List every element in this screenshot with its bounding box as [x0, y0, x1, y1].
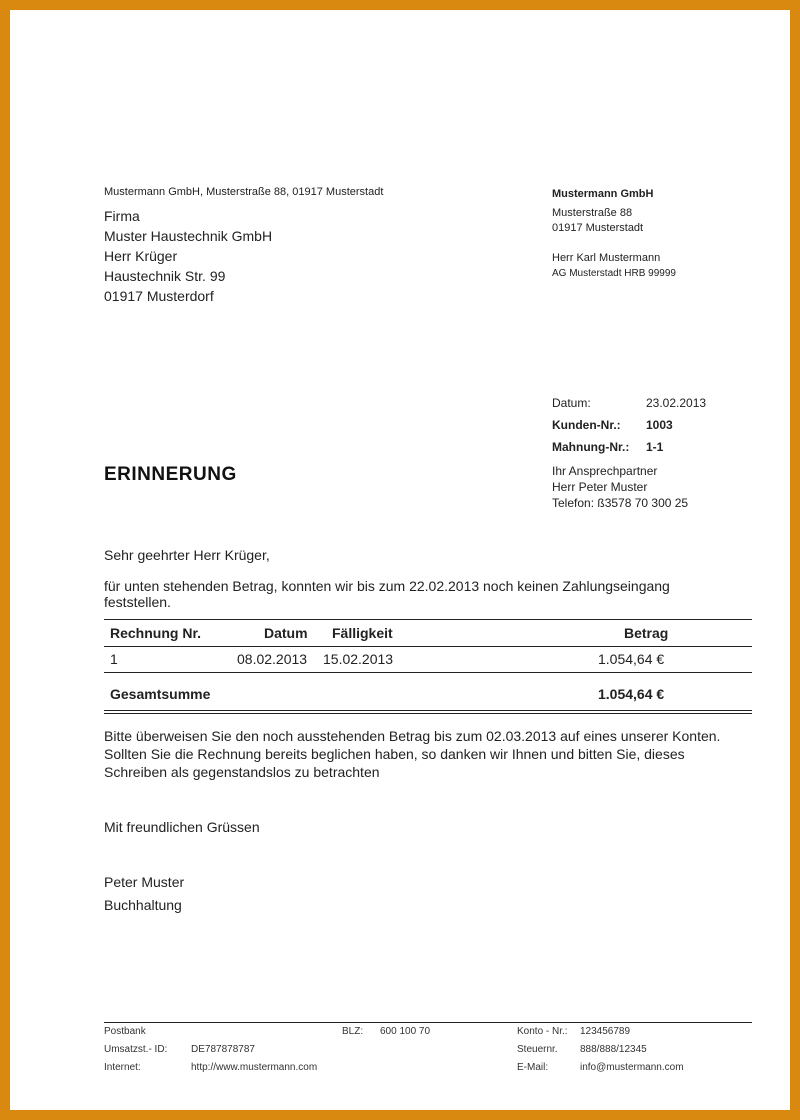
footer-email-label: E-Mail: [517, 1062, 549, 1073]
salutation: Sehr geehrter Herr Krüger, [104, 547, 270, 563]
recipient-line: 01917 Musterdorf [104, 288, 214, 304]
customer-number-label: Kunden-Nr.: [552, 418, 621, 432]
footer-blz-value: 600 100 70 [380, 1026, 431, 1037]
cell-invoice: 1 [110, 651, 118, 667]
footer-account-label: Konto - Nr.: [517, 1026, 568, 1037]
cell-amount: 1.054,64 € [598, 651, 665, 667]
header-rule [104, 646, 752, 647]
company-info [552, 187, 676, 281]
recipient-line: Muster Haustechnik GmbH [104, 228, 273, 244]
recipient-address [104, 206, 272, 306]
header-invoice: Rechnung Nr. [110, 625, 202, 641]
reminder-number-label: Mahnung-Nr.: [552, 440, 630, 454]
recipient-line: Herr Krüger [104, 248, 178, 264]
recipient-line: Haustechnik Str. 99 [104, 268, 226, 284]
header-due: Fälligkeit [332, 625, 393, 641]
header-date: Datum [264, 625, 308, 641]
date-value: 23.02.2013 [646, 396, 707, 410]
closing-phrase: Mit freundlichen Grüssen [104, 819, 260, 835]
cell-date: 08.02.2013 [237, 651, 308, 667]
letter-page [10, 10, 790, 1110]
recipient-line: Firma [104, 208, 140, 224]
contact-name: Herr Peter Muster [552, 480, 648, 494]
company-street: Musterstraße 88 [552, 207, 633, 219]
total-rule-1 [104, 710, 752, 711]
body-paragraph: Bitte überweisen Sie den noch ausstehenden Betrag bis zum 02.03.2013 auf eines unserer Konten. Sollten Sie die Rechnung bereits beglichen haben, so danken wir Ihnen und bitten Sie, dieses Schreiben als gegenstandslos zu betrachten [104, 728, 721, 780]
signature-department: Buchhaltung [104, 897, 182, 913]
sender-return-address: Mustermann GmbH, Musterstraße 88, 01917 Musterstadt [104, 186, 384, 198]
reminder-number-value: 1-1 [646, 440, 664, 454]
footer-web-label: Internet: [104, 1062, 141, 1073]
company-register: AG Musterstadt HRB 99999 [552, 268, 676, 279]
row-rule [104, 672, 752, 673]
footer-tax-label: Steuernr. [517, 1044, 558, 1055]
company-manager: Herr Karl Mustermann [552, 252, 661, 264]
contact-heading: Ihr Ansprechpartner [552, 464, 658, 478]
contact-person [552, 463, 688, 511]
document-title: ERINNERUNG [104, 464, 237, 485]
company-city: 01917 Musterstadt [552, 222, 644, 234]
footer-bank-label: Postbank [104, 1026, 146, 1037]
footer-tax-value: 888/888/12345 [580, 1044, 647, 1055]
total-value: 1.054,64 € [598, 686, 665, 702]
cell-due: 15.02.2013 [323, 651, 394, 667]
footer-rule [104, 1022, 752, 1023]
footer-web-link[interactable]: http://www.mustermann.com [191, 1062, 318, 1073]
footer-account-value: 123456789 [580, 1026, 631, 1037]
customer-number-value: 1003 [646, 418, 673, 432]
table-top-rule [104, 619, 752, 620]
header-amount: Betrag [624, 625, 669, 641]
footer-blz-label: BLZ: [342, 1026, 364, 1037]
signature-name: Peter Muster [104, 874, 185, 890]
company-name: Mustermann GmbH [552, 188, 654, 200]
total-rule-2 [104, 713, 752, 714]
footer-email-link[interactable]: info@mustermann.com [580, 1062, 684, 1073]
signature-block [104, 871, 184, 917]
intro-paragraph: für unten stehenden Betrag, konnten wir bis zum 22.02.2013 noch keinen Zahlungseingang feststellen. [104, 578, 670, 610]
footer-vat-label: Umsatzst.- ID: [104, 1044, 168, 1055]
footer-vat-value: DE787878787 [191, 1044, 255, 1055]
total-label: Gesamtsumme [110, 686, 211, 702]
date-label: Datum: [552, 396, 591, 410]
contact-phone: Telefon: ß3578 70 300 25 [552, 496, 689, 510]
